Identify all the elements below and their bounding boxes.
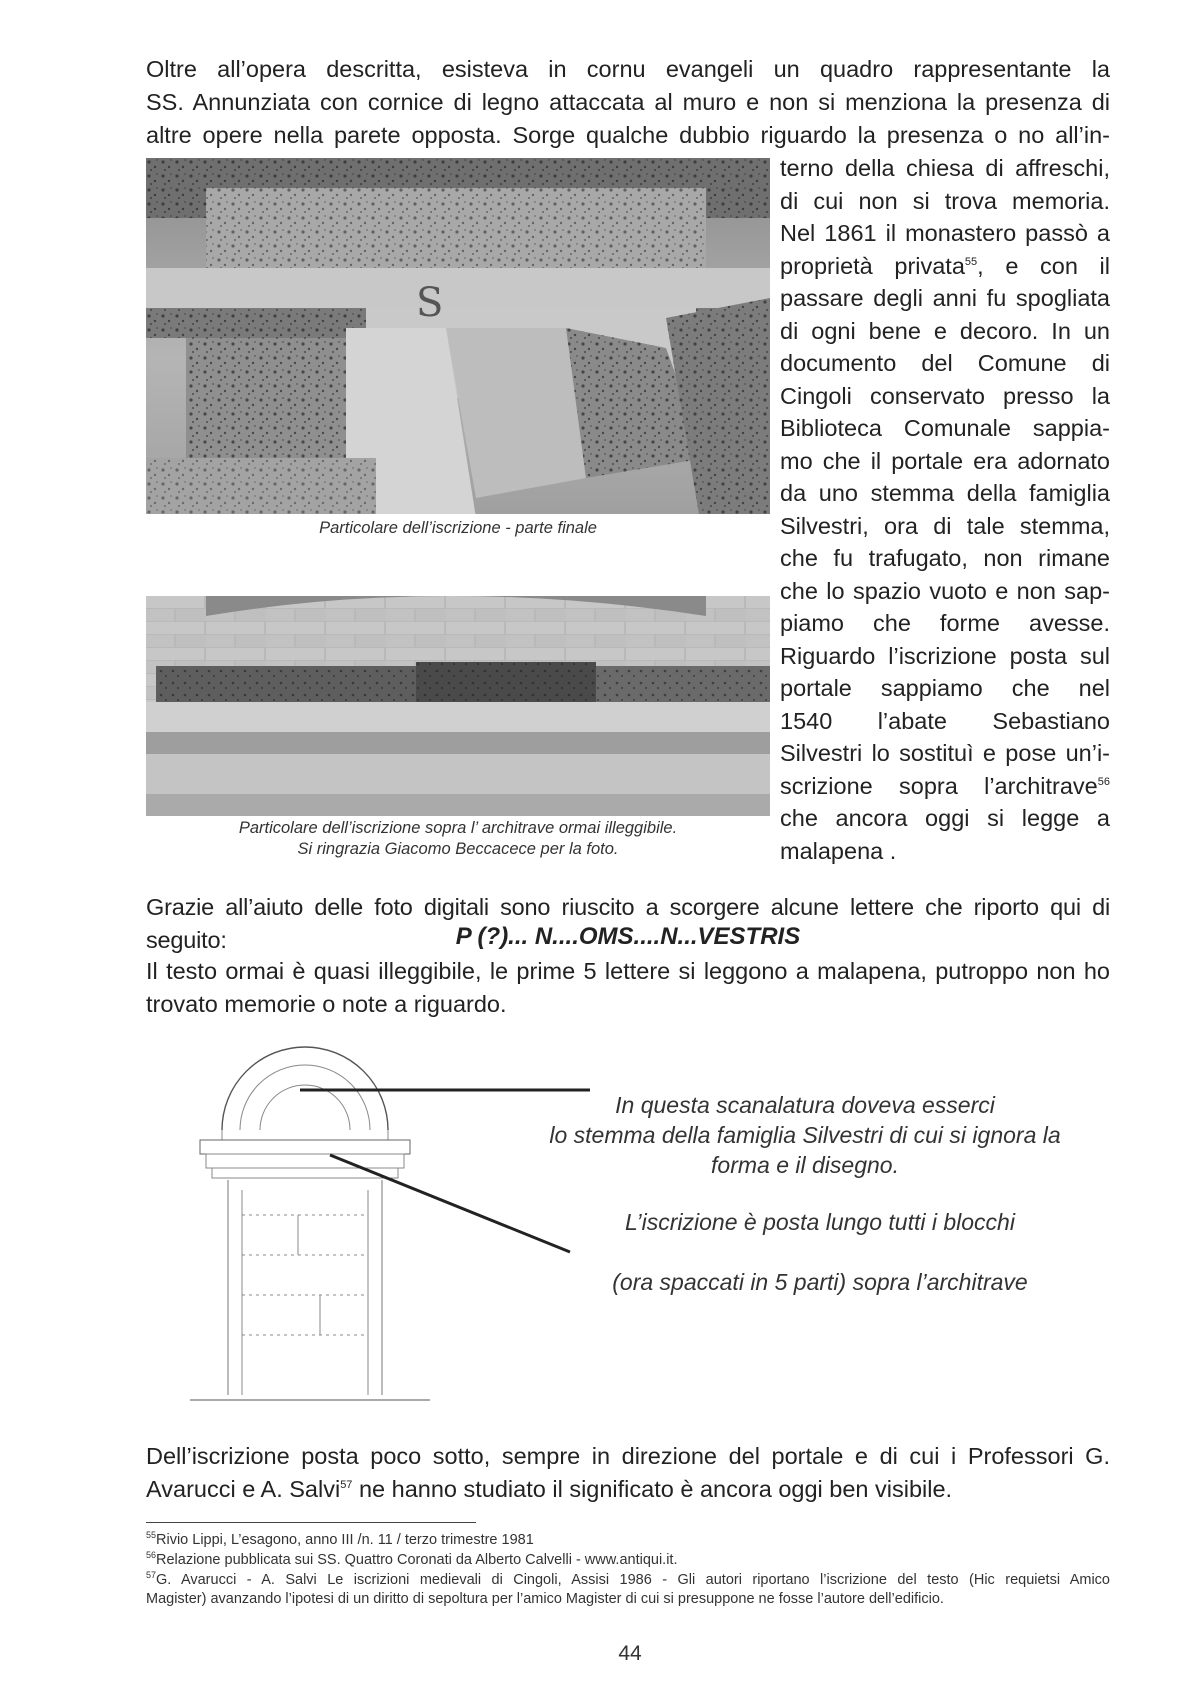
footnote-57-continued: Magister) avanzando l’ipotesi di un diritto di sepoltura per l’amico Magister di cui si presuppone ne fosse l’autore dell’edificio. [146, 1591, 944, 1607]
page-number: 44 [618, 1642, 642, 1665]
footnote-ref-55: 55 [964, 255, 978, 268]
footnote-divider [146, 1522, 476, 1523]
side-line: di cui non si trova memoria. [780, 187, 1110, 214]
architrave-photo [146, 596, 770, 816]
side-line: da uno stemma della famiglia [780, 480, 1110, 506]
photo1-caption: Particolare dell’iscrizione - parte finale [319, 519, 597, 537]
side-line: proprietà privata$^{55}$, e con il [780, 252, 1110, 279]
portal-drawing [150, 1040, 590, 1410]
footnote-55: $^{55}$Rivio Lippi, L’esagono, anno III /n. 11 / terzo trimestre 1981 [146, 1530, 534, 1548]
side-line: che fu trafugato, non rimane [780, 545, 1110, 571]
photo1-carved-letter: S [416, 280, 444, 326]
annotation-coat-of-arms-line2: lo stemma della famiglia Silvestri di cui si ignora la [549, 1122, 1061, 1148]
footnote-57: $^{57}$G. Avarucci - A. Salvi Le iscrizioni medievali di Cingoli, Assisi 1986 - Gli autori riportano l’iscrizione del testo (Hic requietsi Amico [146, 1570, 1110, 1588]
side-line: Silvestri, ora di tale stemma, [780, 512, 1110, 539]
intro-line-2: SS. Annunziata con cornice di legno attaccata al muro e non si menziona la presenza di [146, 89, 1110, 115]
side-line: scrizione sopra l’architrave$^{56}$ [780, 772, 1110, 799]
intro-line-3: altre opere nella parete opposta. Sorge qualche dubbio riguardo la presenza o no all’in- [146, 122, 1110, 148]
closing-line-2: Avarucci e A. Salvi$^{57}$ ne hanno studiato il significato è ancora oggi ben visibile. [146, 1476, 953, 1502]
footnote-56: $^{56}$Relazione pubblicata sui SS. Quattro Coronati da Alberto Calvelli - www.antiqui.it. [146, 1550, 678, 1568]
side-line: passare degli anni fu spogliata [780, 285, 1110, 311]
footnote-ref-57: 57 [340, 1479, 353, 1492]
side-line: di ogni bene e decoro. In un [780, 317, 1110, 344]
photo2-caption-line2: Si ringrazia Giacomo Beccacece per la foto. [297, 840, 619, 858]
annotation-inscription-line2: (ora spaccati in 5 parti) sopra l’architrave [612, 1269, 1028, 1295]
footnote-ref-56: 56 [1097, 775, 1110, 788]
side-line: Nel 1861 il monastero passò a [780, 220, 1110, 246]
side-line: portale sappiamo che nel [780, 675, 1110, 701]
inscription-photo-end [146, 158, 770, 556]
photo2-caption-line1: Particolare dell’iscrizione sopra l’ architrave ormai illeggibile. [238, 819, 678, 837]
closing-line-1: Dell’iscrizione posta poco sotto, sempre in direzione del portale e di cui i Professori G. [146, 1443, 1110, 1469]
side-line: documento del Comune di [780, 350, 1110, 376]
side-line: terno della chiesa di affreschi, [780, 155, 1110, 181]
side-column [780, 152, 1110, 867]
side-line: mo che il portale era adornato [780, 447, 1110, 474]
annotation-inscription-line1: L’iscrizione è posta lungo tutti i blocchi [625, 1209, 1015, 1235]
side-line: piamo che forme avesse. [780, 610, 1110, 636]
inscription-text: P (?)... N....OMS....N...VESTRIS [455, 923, 801, 950]
illegible-line-2: trovato memorie o note a riguardo. [146, 991, 507, 1017]
side-line: che lo spazio vuoto e non sap- [780, 577, 1110, 604]
side-line: malapena . [780, 837, 897, 864]
illegible-line-1: Il testo ormai è quasi illeggibile, le prime 5 lettere si leggono a malapena, putroppo non ho [146, 958, 1110, 984]
thanks-line: Grazie all’aiuto delle foto digitali sono riuscito a scorgere alcune lettere che riporto qui di seguito: [146, 894, 1110, 953]
annotation-coat-of-arms-line3: forma e il disegno. [711, 1152, 899, 1178]
side-line: Riguardo l’iscrizione posta sul [780, 642, 1110, 669]
side-line: 1540 l’abate Sebastiano [780, 707, 1110, 734]
side-line: che ancora oggi si legge a [780, 805, 1110, 831]
intro-line-1: Oltre all’opera descritta, esisteva in cornu evangeli un quadro rappresentante la [146, 56, 1110, 82]
side-line: Biblioteca Comunale sappia- [780, 415, 1110, 441]
side-line: Silvestri lo sostituì e pose un’i- [780, 740, 1110, 766]
side-line: Cingoli conservato presso la [780, 382, 1110, 409]
annotation-coat-of-arms-line1: In questa scanalatura doveva esserci [615, 1092, 995, 1118]
